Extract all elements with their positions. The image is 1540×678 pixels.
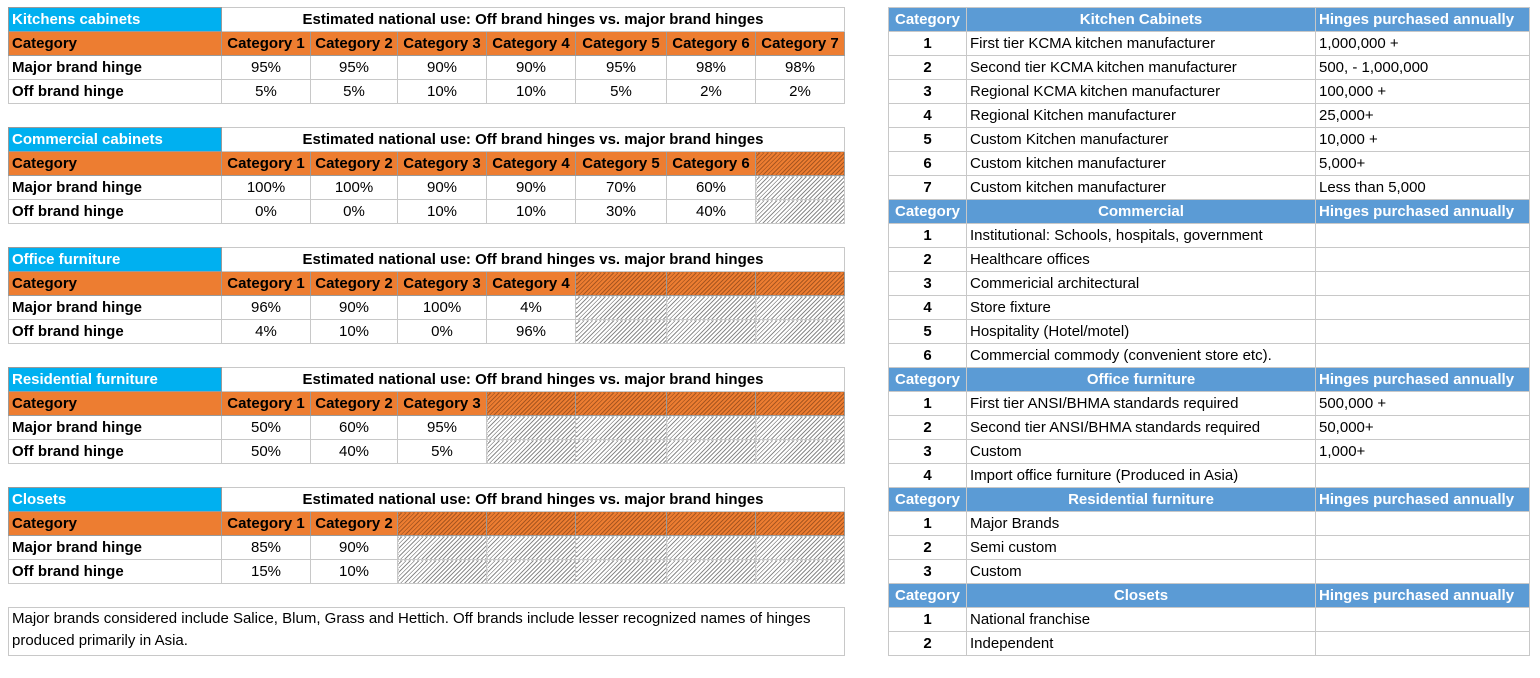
category-header[interactable]: Category 1: [222, 272, 311, 296]
hinges-quantity[interactable]: 25,000+: [1316, 104, 1530, 128]
off-brand-label[interactable]: Off brand hinge: [9, 320, 222, 344]
hinges-quantity[interactable]: [1316, 320, 1530, 344]
percent-cell[interactable]: 60%: [667, 176, 756, 200]
empty-cell[interactable]: [9, 104, 845, 128]
hatched-cell[interactable]: [398, 560, 487, 584]
category-description[interactable]: Custom Kitchen manufacturer: [967, 128, 1316, 152]
hatched-cell[interactable]: [756, 560, 845, 584]
category-number[interactable]: 4: [889, 104, 967, 128]
category-description[interactable]: National franchise: [967, 608, 1316, 632]
hatched-cell[interactable]: [756, 416, 845, 440]
empty-cell[interactable]: [9, 584, 845, 608]
category-number[interactable]: 6: [889, 152, 967, 176]
col-category-header[interactable]: Category: [889, 584, 967, 608]
percent-cell[interactable]: 10%: [487, 80, 576, 104]
category-header[interactable]: Category 2: [311, 392, 398, 416]
hinges-quantity[interactable]: [1316, 464, 1530, 488]
percent-cell[interactable]: 4%: [222, 320, 311, 344]
percent-cell[interactable]: 90%: [487, 56, 576, 80]
hinges-quantity[interactable]: 1,000,000 +: [1316, 32, 1530, 56]
hinges-quantity[interactable]: 50,000+: [1316, 416, 1530, 440]
percent-cell[interactable]: 50%: [222, 440, 311, 464]
grid-row: [9, 224, 1530, 248]
spacer-cell[interactable]: [845, 392, 889, 416]
category-header[interactable]: Category 2: [311, 512, 398, 536]
category-number[interactable]: 1: [889, 512, 967, 536]
category-header[interactable]: Category 2: [311, 272, 398, 296]
percent-cell[interactable]: 90%: [311, 536, 398, 560]
hatched-cell[interactable]: [667, 392, 756, 416]
hatched-cell[interactable]: [487, 512, 576, 536]
category-header[interactable]: Category 5: [576, 32, 667, 56]
major-brand-label[interactable]: Major brand hinge: [9, 296, 222, 320]
spacer-cell[interactable]: [845, 248, 889, 272]
category-description[interactable]: Major Brands: [967, 512, 1316, 536]
hinges-quantity[interactable]: [1316, 272, 1530, 296]
hinges-quantity[interactable]: [1316, 560, 1530, 584]
hatched-cell[interactable]: [576, 392, 667, 416]
percent-cell[interactable]: 90%: [487, 176, 576, 200]
hatched-cell[interactable]: [756, 320, 845, 344]
spacer-cell[interactable]: [845, 632, 889, 656]
section-name[interactable]: Commercial cabinets: [9, 128, 222, 152]
spreadsheet-grid: [8, 7, 1530, 656]
section-title[interactable]: Estimated national use: Off brand hinges vs. major brand hinges: [222, 8, 845, 32]
hatched-cell[interactable]: [576, 320, 667, 344]
hatched-cell[interactable]: [756, 176, 845, 200]
percent-cell[interactable]: 96%: [222, 296, 311, 320]
category-number[interactable]: 5: [889, 320, 967, 344]
major-brand-label[interactable]: Major brand hinge: [9, 56, 222, 80]
category-label[interactable]: Category: [9, 392, 222, 416]
off-brand-label[interactable]: Off brand hinge: [9, 80, 222, 104]
category-description[interactable]: Second tier ANSI/BHMA standards required: [967, 416, 1316, 440]
spacer-cell[interactable]: [845, 608, 889, 632]
percent-cell[interactable]: 10%: [311, 320, 398, 344]
spacer-cell[interactable]: [845, 512, 889, 536]
category-header[interactable]: Category 3: [398, 392, 487, 416]
spacer-cell[interactable]: [845, 344, 889, 368]
percent-cell[interactable]: 30%: [576, 200, 667, 224]
group-title[interactable]: Residential furniture: [967, 488, 1316, 512]
percent-cell[interactable]: 10%: [311, 560, 398, 584]
section-name[interactable]: Closets: [9, 488, 222, 512]
hatched-cell[interactable]: [756, 296, 845, 320]
group-title[interactable]: Closets: [967, 584, 1316, 608]
hatched-cell[interactable]: [756, 512, 845, 536]
col-hinges-header[interactable]: Hinges purchased annually: [1316, 584, 1530, 608]
category-header[interactable]: Category 5: [576, 152, 667, 176]
col-hinges-header[interactable]: Hinges purchased annually: [1316, 368, 1530, 392]
section-title[interactable]: Estimated national use: Off brand hinges vs. major brand hinges: [222, 128, 845, 152]
grid-row: [9, 368, 1530, 392]
category-description[interactable]: First tier ANSI/BHMA standards required: [967, 392, 1316, 416]
hatched-cell[interactable]: [576, 512, 667, 536]
grid-row: [9, 80, 1530, 104]
category-description[interactable]: Custom kitchen manufacturer: [967, 176, 1316, 200]
hatched-cell[interactable]: [576, 296, 667, 320]
hinges-quantity[interactable]: [1316, 224, 1530, 248]
category-number[interactable]: 2: [889, 248, 967, 272]
category-header[interactable]: Category 2: [311, 152, 398, 176]
spacer-cell[interactable]: [845, 272, 889, 296]
grid-row: [9, 536, 1530, 560]
category-header[interactable]: Category 6: [667, 152, 756, 176]
spacer-cell[interactable]: [845, 320, 889, 344]
spacer-cell[interactable]: [845, 536, 889, 560]
category-description[interactable]: Import office furniture (Produced in Asia): [967, 464, 1316, 488]
percent-cell[interactable]: 90%: [398, 56, 487, 80]
percent-cell[interactable]: 40%: [667, 200, 756, 224]
grid-row: [9, 56, 1530, 80]
category-header[interactable]: Category 1: [222, 392, 311, 416]
section-title[interactable]: Estimated national use: Off brand hinges vs. major brand hinges: [222, 368, 845, 392]
grid-row: [9, 272, 1530, 296]
col-hinges-header[interactable]: Hinges purchased annually: [1316, 8, 1530, 32]
grid-row: [9, 320, 1530, 344]
percent-cell[interactable]: 10%: [398, 80, 487, 104]
hatched-cell[interactable]: [667, 296, 756, 320]
hinges-quantity[interactable]: [1316, 344, 1530, 368]
spacer-cell[interactable]: [845, 416, 889, 440]
category-description[interactable]: Hospitality (Hotel/motel): [967, 320, 1316, 344]
spacer-cell[interactable]: [845, 32, 889, 56]
hatched-cell[interactable]: [667, 272, 756, 296]
category-number[interactable]: 2: [889, 632, 967, 656]
hatched-cell[interactable]: [487, 392, 576, 416]
footnote[interactable]: Major brands considered include Salice, Blum, Grass and Hettich. Off brands include lesser recognized names of hinges produced primarily in Asia.: [9, 608, 845, 656]
category-number[interactable]: 5: [889, 128, 967, 152]
percent-cell[interactable]: 90%: [311, 296, 398, 320]
percent-cell[interactable]: 100%: [398, 296, 487, 320]
category-description[interactable]: Semi custom: [967, 536, 1316, 560]
percent-cell[interactable]: 98%: [667, 56, 756, 80]
percent-cell[interactable]: 95%: [576, 56, 667, 80]
category-header[interactable]: Category 1: [222, 512, 311, 536]
grid-row: [9, 440, 1530, 464]
spacer-cell[interactable]: [845, 368, 889, 392]
percent-cell[interactable]: 50%: [222, 416, 311, 440]
percent-cell[interactable]: 0%: [398, 320, 487, 344]
hatched-cell[interactable]: [487, 440, 576, 464]
category-header[interactable]: Category 4: [487, 272, 576, 296]
percent-cell[interactable]: 5%: [576, 80, 667, 104]
hinges-quantity[interactable]: 5,000+: [1316, 152, 1530, 176]
spacer-cell[interactable]: [845, 8, 889, 32]
hinges-quantity[interactable]: 100,000 +: [1316, 80, 1530, 104]
spacer-cell[interactable]: [845, 584, 889, 608]
spacer-cell[interactable]: [845, 200, 889, 224]
hatched-cell[interactable]: [756, 200, 845, 224]
category-number[interactable]: 6: [889, 344, 967, 368]
hatched-cell[interactable]: [756, 272, 845, 296]
category-header[interactable]: Category 4: [487, 152, 576, 176]
category-header[interactable]: Category 7: [756, 32, 845, 56]
grid-row: [9, 488, 1530, 512]
empty-cell[interactable]: [9, 224, 845, 248]
hatched-cell[interactable]: [576, 416, 667, 440]
category-number[interactable]: 2: [889, 416, 967, 440]
hinges-quantity[interactable]: Less than 5,000: [1316, 176, 1530, 200]
section-name[interactable]: Office furniture: [9, 248, 222, 272]
spacer-cell[interactable]: [845, 440, 889, 464]
category-number[interactable]: 4: [889, 296, 967, 320]
hatched-cell[interactable]: [576, 560, 667, 584]
category-description[interactable]: First tier KCMA kitchen manufacturer: [967, 32, 1316, 56]
hatched-cell[interactable]: [756, 440, 845, 464]
col-hinges-header[interactable]: Hinges purchased annually: [1316, 488, 1530, 512]
col-category-header[interactable]: Category: [889, 368, 967, 392]
hatched-cell[interactable]: [667, 440, 756, 464]
spacer-cell[interactable]: [845, 488, 889, 512]
hatched-cell[interactable]: [667, 320, 756, 344]
grid-row: [9, 32, 1530, 56]
percent-cell[interactable]: 90%: [398, 176, 487, 200]
empty-cell[interactable]: [9, 344, 845, 368]
percent-cell[interactable]: 100%: [222, 176, 311, 200]
grid-row: [9, 248, 1530, 272]
percent-cell[interactable]: 40%: [311, 440, 398, 464]
percent-cell[interactable]: 15%: [222, 560, 311, 584]
hatched-cell[interactable]: [576, 272, 667, 296]
hatched-cell[interactable]: [667, 536, 756, 560]
spacer-cell[interactable]: [845, 296, 889, 320]
grid-row: [9, 8, 1530, 32]
category-description[interactable]: Regional KCMA kitchen manufacturer: [967, 80, 1316, 104]
category-number[interactable]: 3: [889, 440, 967, 464]
category-header[interactable]: Category 1: [222, 32, 311, 56]
off-brand-label[interactable]: Off brand hinge: [9, 440, 222, 464]
category-number[interactable]: 1: [889, 32, 967, 56]
col-category-header[interactable]: Category: [889, 8, 967, 32]
hatched-cell[interactable]: [487, 416, 576, 440]
spacer-cell[interactable]: [845, 176, 889, 200]
percent-cell[interactable]: 96%: [487, 320, 576, 344]
grid-row: [9, 152, 1530, 176]
percent-cell[interactable]: 85%: [222, 536, 311, 560]
section-name[interactable]: Kitchens cabinets: [9, 8, 222, 32]
section-name[interactable]: Residential furniture: [9, 368, 222, 392]
grid-row: [9, 608, 1530, 632]
grid-row: [9, 584, 1530, 608]
major-brand-label[interactable]: Major brand hinge: [9, 536, 222, 560]
grid-row: [9, 104, 1530, 128]
hatched-cell[interactable]: [398, 536, 487, 560]
hatched-cell[interactable]: [667, 512, 756, 536]
category-label[interactable]: Category: [9, 152, 222, 176]
category-header[interactable]: Category 6: [667, 32, 756, 56]
grid-row: [9, 512, 1530, 536]
spacer-cell[interactable]: [845, 128, 889, 152]
category-label[interactable]: Category: [9, 32, 222, 56]
category-description[interactable]: Healthcare offices: [967, 248, 1316, 272]
category-description[interactable]: Commericial architectural: [967, 272, 1316, 296]
category-number[interactable]: 1: [889, 224, 967, 248]
group-title[interactable]: Kitchen Cabinets: [967, 8, 1316, 32]
hatched-cell[interactable]: [756, 152, 845, 176]
group-title[interactable]: Commercial: [967, 200, 1316, 224]
category-number[interactable]: 1: [889, 392, 967, 416]
percent-cell[interactable]: 10%: [487, 200, 576, 224]
percent-cell[interactable]: 2%: [756, 80, 845, 104]
hinges-quantity[interactable]: 500, - 1,000,000: [1316, 56, 1530, 80]
hatched-cell[interactable]: [576, 536, 667, 560]
percent-cell[interactable]: 5%: [311, 80, 398, 104]
section-title[interactable]: Estimated national use: Off brand hinges vs. major brand hinges: [222, 488, 845, 512]
hatched-cell[interactable]: [398, 512, 487, 536]
category-description[interactable]: Institutional: Schools, hospitals, government: [967, 224, 1316, 248]
grid-row: [9, 560, 1530, 584]
grid-row: [9, 128, 1530, 152]
percent-cell[interactable]: 10%: [398, 200, 487, 224]
category-number[interactable]: 3: [889, 272, 967, 296]
grid-row: [9, 176, 1530, 200]
hinges-quantity[interactable]: [1316, 512, 1530, 536]
category-number[interactable]: 7: [889, 176, 967, 200]
hatched-cell[interactable]: [667, 560, 756, 584]
hinges-quantity[interactable]: 500,000 +: [1316, 392, 1530, 416]
spacer-cell[interactable]: [845, 104, 889, 128]
category-header[interactable]: Category 3: [398, 272, 487, 296]
category-description[interactable]: Commercial commody (convenient store etc).: [967, 344, 1316, 368]
hatched-cell[interactable]: [576, 440, 667, 464]
percent-cell[interactable]: 100%: [311, 176, 398, 200]
grid-row: [9, 344, 1530, 368]
spacer-cell[interactable]: [845, 56, 889, 80]
category-number[interactable]: 4: [889, 464, 967, 488]
hinges-quantity[interactable]: 1,000+: [1316, 440, 1530, 464]
category-header[interactable]: Category 4: [487, 32, 576, 56]
hatched-cell[interactable]: [756, 392, 845, 416]
group-title[interactable]: Office furniture: [967, 368, 1316, 392]
hatched-cell[interactable]: [667, 416, 756, 440]
hinges-quantity[interactable]: 10,000 +: [1316, 128, 1530, 152]
percent-cell[interactable]: 0%: [311, 200, 398, 224]
grid-row: [9, 296, 1530, 320]
category-description[interactable]: Custom: [967, 560, 1316, 584]
grid-row: [9, 200, 1530, 224]
major-brand-label[interactable]: Major brand hinge: [9, 176, 222, 200]
empty-cell[interactable]: [9, 464, 845, 488]
hinges-quantity[interactable]: [1316, 632, 1530, 656]
spacer-cell[interactable]: [845, 152, 889, 176]
category-header[interactable]: Category 3: [398, 152, 487, 176]
percent-cell[interactable]: 95%: [311, 56, 398, 80]
category-description[interactable]: Custom: [967, 440, 1316, 464]
hinges-quantity[interactable]: [1316, 536, 1530, 560]
percent-cell[interactable]: 70%: [576, 176, 667, 200]
category-description[interactable]: Regional Kitchen manufacturer: [967, 104, 1316, 128]
hinges-quantity[interactable]: [1316, 296, 1530, 320]
category-header[interactable]: Category 3: [398, 32, 487, 56]
grid-row: [9, 464, 1530, 488]
grid-row: [9, 416, 1530, 440]
spacer-cell[interactable]: [845, 224, 889, 248]
off-brand-label[interactable]: Off brand hinge: [9, 560, 222, 584]
hinges-quantity[interactable]: [1316, 248, 1530, 272]
section-title[interactable]: Estimated national use: Off brand hinges vs. major brand hinges: [222, 248, 845, 272]
spacer-cell[interactable]: [845, 464, 889, 488]
col-category-header[interactable]: Category: [889, 200, 967, 224]
percent-cell[interactable]: 5%: [222, 80, 311, 104]
category-description[interactable]: Independent: [967, 632, 1316, 656]
percent-cell[interactable]: 95%: [398, 416, 487, 440]
off-brand-label[interactable]: Off brand hinge: [9, 200, 222, 224]
spacer-cell[interactable]: [845, 80, 889, 104]
spacer-cell[interactable]: [845, 560, 889, 584]
hatched-cell[interactable]: [487, 560, 576, 584]
category-header[interactable]: Category 2: [311, 32, 398, 56]
category-number[interactable]: 2: [889, 536, 967, 560]
col-hinges-header[interactable]: Hinges purchased annually: [1316, 200, 1530, 224]
percent-cell[interactable]: 2%: [667, 80, 756, 104]
hinges-quantity[interactable]: [1316, 608, 1530, 632]
percent-cell[interactable]: 95%: [222, 56, 311, 80]
category-label[interactable]: Category: [9, 512, 222, 536]
category-description[interactable]: Second tier KCMA kitchen manufacturer: [967, 56, 1316, 80]
category-description[interactable]: Custom kitchen manufacturer: [967, 152, 1316, 176]
hatched-cell[interactable]: [487, 536, 576, 560]
major-brand-label[interactable]: Major brand hinge: [9, 416, 222, 440]
category-header[interactable]: Category 1: [222, 152, 311, 176]
percent-cell[interactable]: 5%: [398, 440, 487, 464]
percent-cell[interactable]: 60%: [311, 416, 398, 440]
percent-cell[interactable]: 98%: [756, 56, 845, 80]
category-number[interactable]: 3: [889, 560, 967, 584]
percent-cell[interactable]: 4%: [487, 296, 576, 320]
grid-row: [9, 392, 1530, 416]
percent-cell[interactable]: 0%: [222, 200, 311, 224]
col-category-header[interactable]: Category: [889, 488, 967, 512]
hatched-cell[interactable]: [756, 536, 845, 560]
category-number[interactable]: 1: [889, 608, 967, 632]
category-number[interactable]: 2: [889, 56, 967, 80]
category-number[interactable]: 3: [889, 80, 967, 104]
category-description[interactable]: Store fixture: [967, 296, 1316, 320]
category-label[interactable]: Category: [9, 272, 222, 296]
